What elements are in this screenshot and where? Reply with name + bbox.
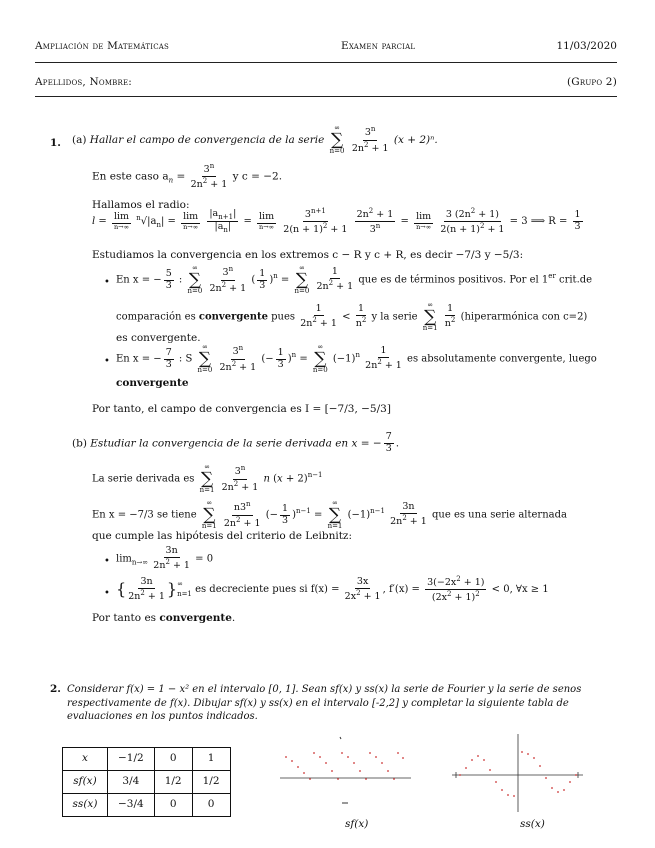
b1-l2-serie: y la serie <box>371 311 418 323</box>
part-b-label: (b) <box>72 437 87 450</box>
table-cell: ss(x) <box>63 794 108 817</box>
sf-curve <box>285 752 404 780</box>
bullet-comparison: comparación es convergente pues $\frac{1}{2n^2 + 1}$ < $\frac{1}{n^2}$ y la serie ∞ ∑ n=1 $\frac{1}{n^2}$ (hiperarmónica con c=2) <box>116 301 588 333</box>
dec-end: < 0, ∀x ≥ 1 <box>491 584 549 596</box>
problem-2-number: 2. <box>50 683 61 695</box>
course-title: Ampliación de Matemáticas <box>35 40 169 52</box>
ss-caption: ss(x) <box>520 818 545 830</box>
table-cell: 1/2 <box>192 771 230 794</box>
an-definition: En este caso $a_n$ = $\frac{3^n}{2n^2 + 1}$ y c = −2. <box>92 162 283 191</box>
derived-series: La serie derivada es ∞ ∑ n=1 $\frac{3^n}{2n^2 + 1}$ n $(x + 2)^{n-1}$ <box>92 463 323 495</box>
b1-sup: er <box>548 272 556 281</box>
lim-eq: = 0 <box>195 553 214 565</box>
exam-header <box>35 40 617 56</box>
table-cell: sf(x) <box>63 771 108 794</box>
alternating-series: En x = −7/3 se tiene ∞ ∑ n=1 $\frac{n3^n}{2n^2 + 1}$ (− $\frac{1}{3}$ )$^{n-1}$ = ∞ ∑ n=1 $(-1)^{n-1}$ $\frac{3n}{2n^2 + 1}$ que es una serie alternada <box>92 499 567 531</box>
fraction: $\frac{3^n}{2n^2 + 1}$ <box>190 162 228 191</box>
dec-mid: , f′(x) = <box>382 584 420 596</box>
sf-caption: sf(x) <box>345 818 369 830</box>
b1-l2-bold: convergente <box>198 311 268 323</box>
b1-pre: En x = − <box>116 274 162 286</box>
bullet: • <box>104 588 110 599</box>
b1-mid: que es de términos positivos. Por el 1 <box>358 274 549 286</box>
at-pre: En x = −7/3 se tiene <box>92 509 197 521</box>
table-cell: x <box>63 748 108 771</box>
b1-l2-end: (hiperarmónica con c=2) <box>460 311 588 323</box>
bullet-endpoint-right: En x = − $\frac{5}{3}$ : ∞ ∑ n=0 $\frac{3^n}{2n^2 + 1}$ ( $\frac{1}{3}$ )$^n$ = ∞ ∑ n=0 $\frac{1}{2n^2 + 1}$ que es de términos positivos. Por el 1er crit.de <box>116 264 593 296</box>
b2-bold: convergente <box>116 377 189 389</box>
bullet: • <box>104 356 110 367</box>
fraction: $\frac{3^n}{2n^2 + 1}$ <box>351 125 389 154</box>
b1-end: crit.de <box>555 274 593 286</box>
table-cell: −3/4 <box>108 794 155 817</box>
conclusion-a: Por tanto, el campo de convergencia es I = [−7/3, −5/3] <box>92 403 391 415</box>
exam-date: 11/03/2020 <box>556 40 617 52</box>
table-row <box>63 794 231 817</box>
b1-l2-mid: pues <box>271 311 296 323</box>
evaluation-table <box>62 747 231 817</box>
table-cell: 1/2 <box>154 771 192 794</box>
sf-plot <box>278 735 413 815</box>
student-row <box>35 76 617 92</box>
table-cell: 3/4 <box>108 771 155 794</box>
table-row <box>63 771 231 794</box>
concl-b-pre: Por tanto es <box>92 612 157 624</box>
radius-formula: l = $\frac{\lim}{n\to\infty}$ $^n√|a_n|$ = $\frac{\lim}{n\to\infty}$ $\frac{|a_{n+1}|}{|a_n|}$ = $\frac{\lim}{n\to\infty}$ $\frac{3^{n+1}}{2(n + 1)^2 + 1}$ $\frac{2n^2 + 1}{3^n}$ = $\frac{\lim}{n\to\infty}$ $\frac{3 (2n^2 + 1)}{2(n + 1)^2 + 1}$ = 3 ⟹ R = $\frac{1}{3}$ <box>92 207 581 236</box>
group-label: (Grupo 2) <box>566 76 617 88</box>
b2-pre: En x = − <box>116 353 162 365</box>
leibniz-text: que cumple las hipótesis del criterio de Leibnitz: <box>92 530 352 542</box>
bullet: • <box>104 556 110 567</box>
lim-sub: n→∞ <box>131 558 149 567</box>
an-intro: En este caso a <box>92 170 169 183</box>
exam-type: Examen parcial <box>341 40 416 52</box>
problem-1-number: 1. <box>50 137 61 149</box>
table-row <box>63 748 231 771</box>
limit-condition: $\lim_{n\to\infty}$ $\frac{3n}{2n^2 + 1}$ = 0 <box>116 545 214 572</box>
name-rule <box>35 96 617 97</box>
part-b-text: Estudiar la convergencia de la serie derivada en x = − <box>90 437 382 450</box>
table-cell: 1 <box>192 748 230 771</box>
bullet: • <box>104 277 110 288</box>
header-rule <box>35 62 617 63</box>
dec-text: es decreciente pues si f(x) = <box>195 584 340 596</box>
table-cell: 0 <box>192 794 230 817</box>
name-label: Apellidos, Nombre: <box>35 76 133 88</box>
ss-plot <box>450 730 585 815</box>
part-a-label: (a) <box>72 134 87 147</box>
decreasing-condition: { $\frac{3n}{2n^2 + 1}$ } ∞ n=1 es decreciente pues si f(x) = $\frac{3x}{2x^2 + 1}$ , f′(x) = $\frac{3(-2x^2 + 1)}{(2x^2 + 1)^2}$ < 0, ∀x ≥ 1 <box>116 575 549 604</box>
problem-1a-statement <box>72 125 438 155</box>
bullet-conv-text: es convergente. <box>116 332 201 344</box>
table-cell: 0 <box>154 794 192 817</box>
concl-b-bold: convergente <box>159 612 232 624</box>
conclusion-b: Por tanto es convergente. <box>92 612 236 624</box>
an-tail: y c = −2. <box>232 170 283 183</box>
at-end: que es una serie alternada <box>432 509 567 521</box>
deriv-intro: La serie derivada es <box>92 473 195 485</box>
problem-2-statement: Considerar f(x) = 1 − x² en el intervalo [0, 1]. Sean sf(x) y ss(x) la serie de Fourier y la serie de senos respectivamente de f(x). Dibujar sf(x) y ss(x) en el intervalo [-2,2] y completar la siguiente tabla de evaluaciones en los puntos indicados. <box>67 684 582 722</box>
sum-symbol: ∞ ∑ n=0 <box>329 124 345 156</box>
radius-intro: Hallamos el radio: <box>92 199 190 211</box>
series-tail: (x + 2)ⁿ. <box>393 134 438 147</box>
table-cell: 0 <box>154 748 192 771</box>
part-a-text: Hallar el campo de convergencia de la serie <box>89 134 325 147</box>
b2-end: es absolutamente convergente, luego <box>407 353 597 365</box>
lim-text: lim <box>116 553 132 565</box>
endpoints-text: Estudiamos la convergencia en los extremos c − R y c + R, es decir −7/3 y −5/3: <box>92 249 524 261</box>
b1-l2-pre: comparación es <box>116 311 196 323</box>
problem-1b-statement: (b) Estudiar la convergencia de la serie derivada en x = − $\frac{7}{3}$ . <box>72 431 400 454</box>
table-cell: −1/2 <box>108 748 155 771</box>
bullet-endpoint-left: En x = − $\frac{7}{3}$ : S ∞ ∑ n=0 $\frac{3^n}{2n^2 + 1}$ (− $\frac{1}{3}$ )$^n$ = ∞ ∑ n=0 $(-1)^n$ $\frac{1}{2n^2 + 1}$ es absolutamente convergente, luego <box>116 343 597 375</box>
